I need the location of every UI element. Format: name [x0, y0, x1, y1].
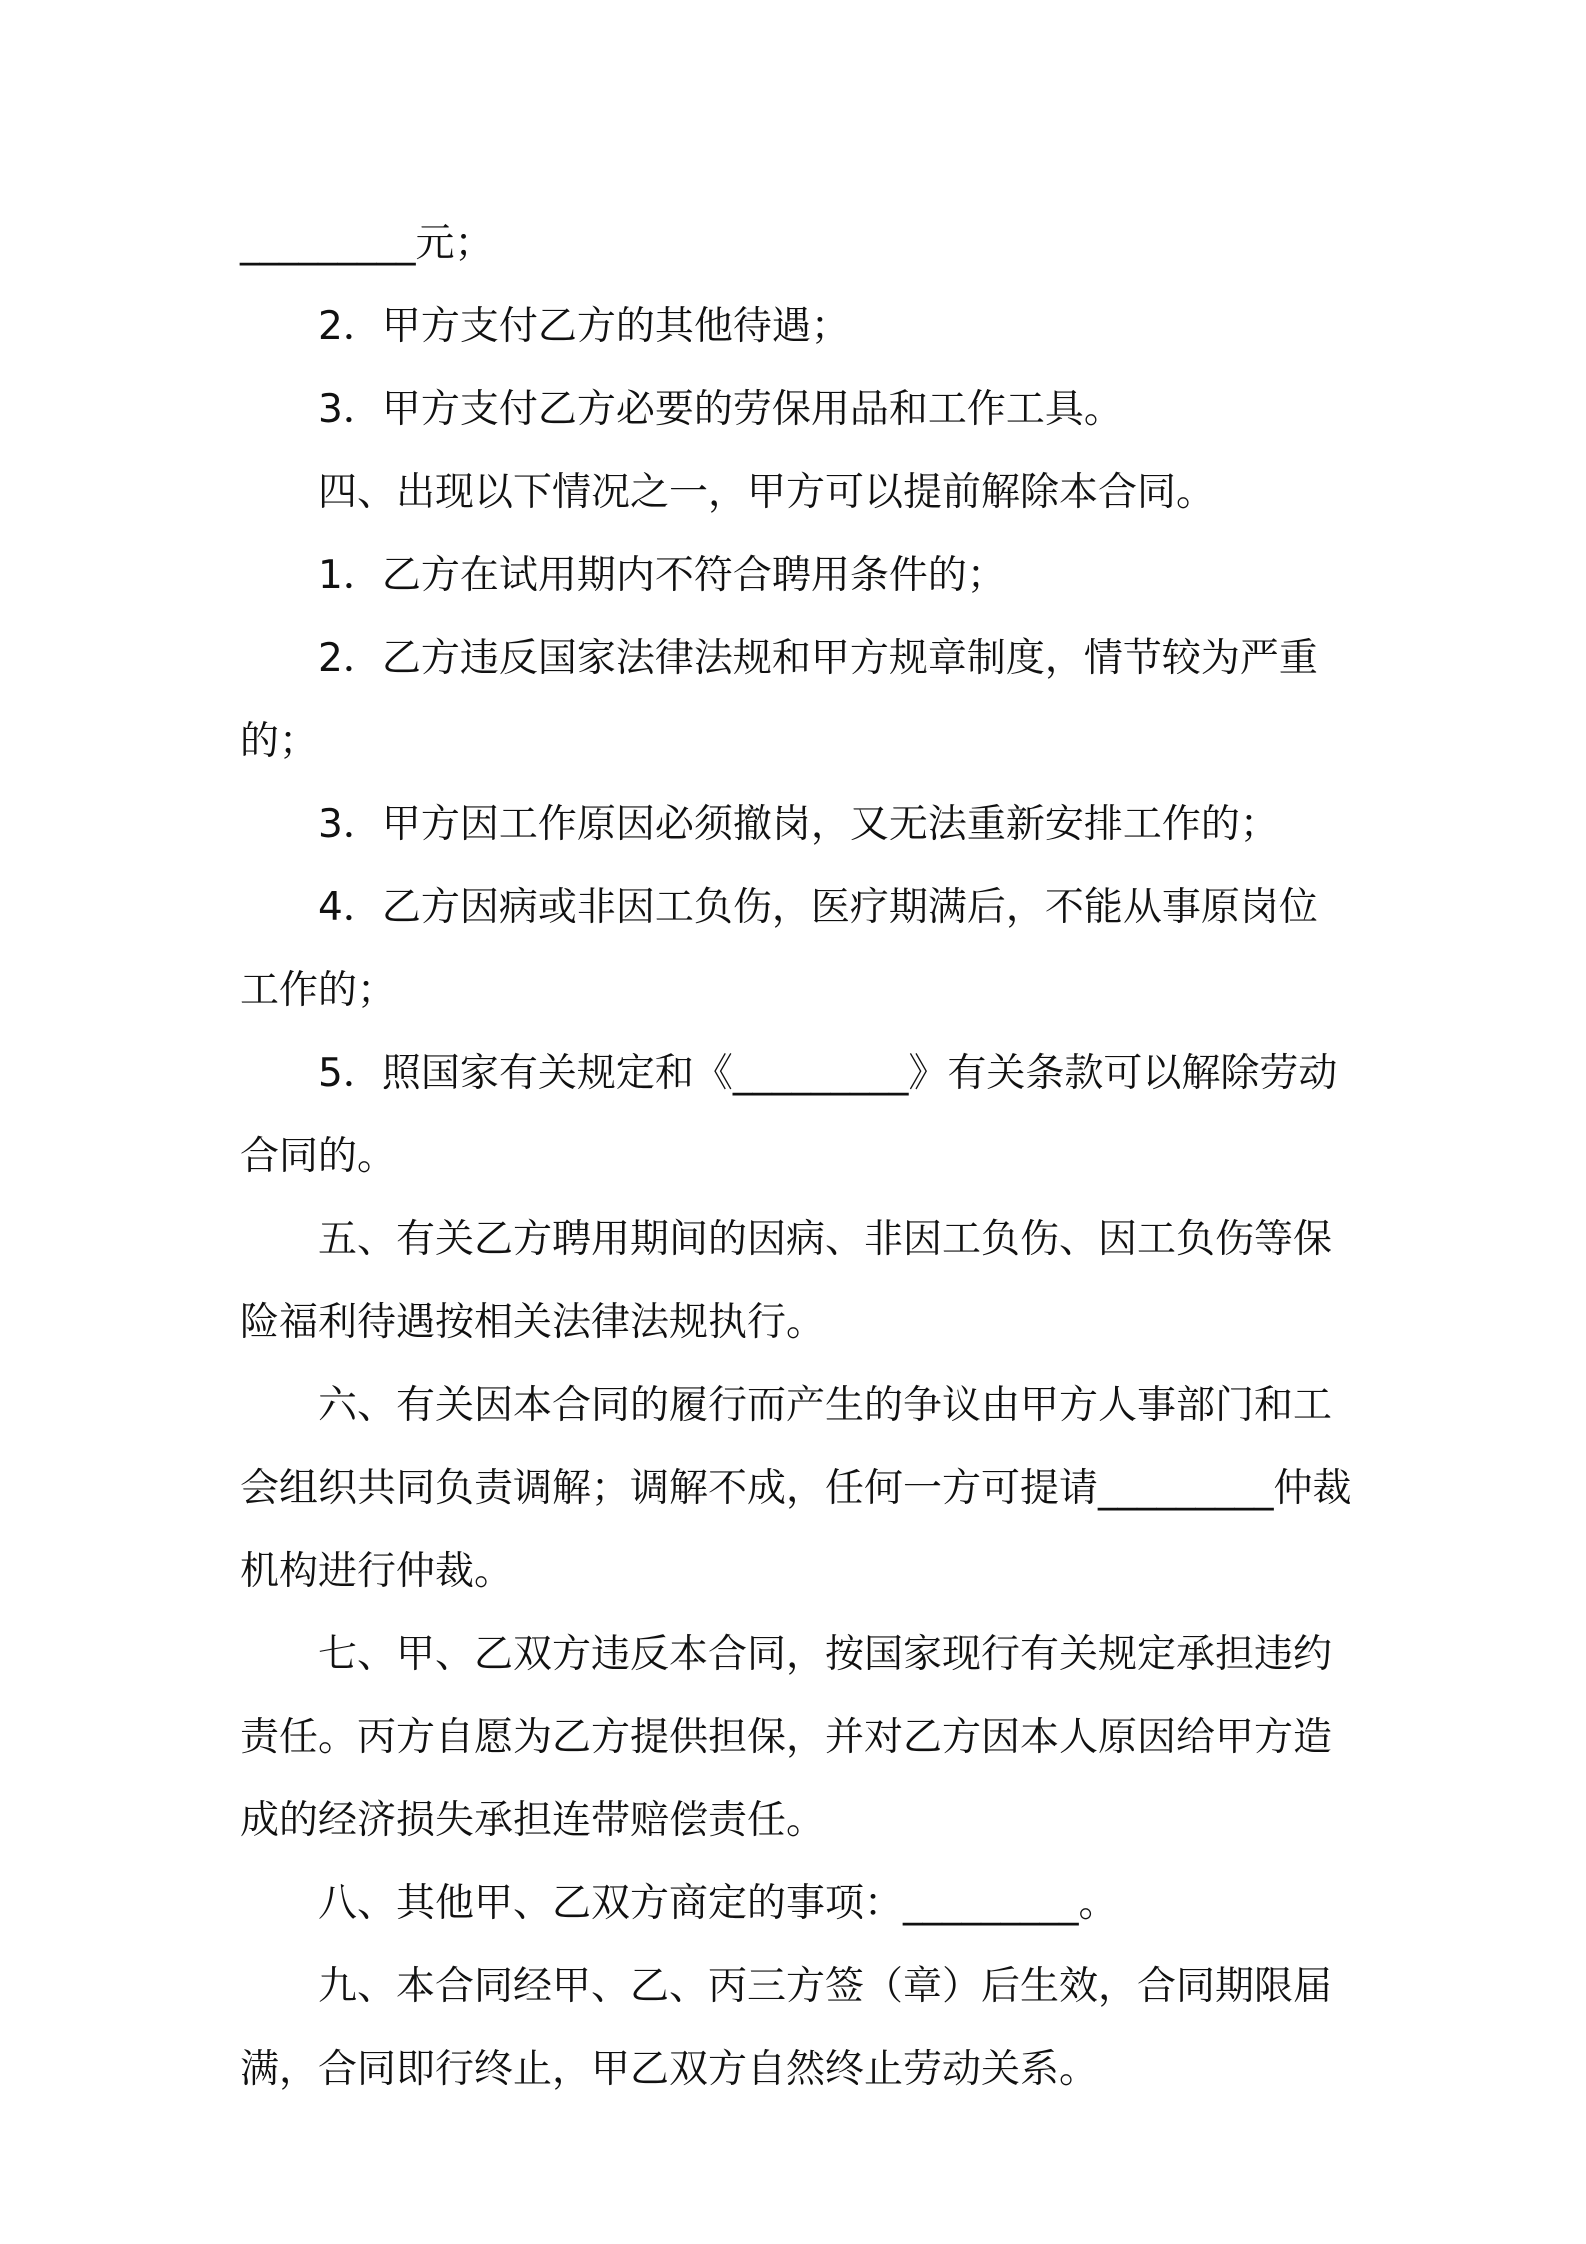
paragraph-illness: 4．乙方因病或非因工负伤，医疗期满后，不能从事原岗位工作的；: [240, 885, 1318, 1013]
section-five: 五、有关乙方聘用期间的因病、非因工负伤、因工负伤等保险福利待遇按相关法律法规执行。: [240, 1217, 1333, 1345]
paragraph-probation: 1．乙方在试用期内不符合聘用条件的；: [318, 553, 1006, 598]
section-seven: 七、甲、乙双方违反本合同，按国家现行有关规定承担违约责任。丙方自愿为乙方提供担保，并对乙方因本人原因给甲方造成的经济损失承担连带赔偿责任。: [240, 1632, 1333, 1843]
section-six: 六、有关因本合同的履行而产生的争议由甲方人事部门和工会组织共同负责调解；调解不成，任何一方可提请_________仲裁机构进行仲裁。: [240, 1383, 1352, 1594]
paragraph-position-removed: 3．甲方因工作原因必须撤岗，又无法重新安排工作的；: [318, 802, 1279, 847]
paragraph-other-benefits: 2．甲方支付乙方的其他待遇；: [318, 304, 850, 349]
paragraph-regulations: 5．照国家有关规定和《_________》有关条款可以解除劳动合同的。: [240, 1051, 1338, 1179]
section-nine: 九、本合同经甲、乙、丙三方签（章）后生效，合同期限届满，合同即行终止，甲乙双方自然终止劳动关系。: [240, 1964, 1333, 2092]
section-eight: 八、其他甲、乙双方商定的事项：_________。: [318, 1881, 1118, 1926]
contract-body: [240, 202, 1355, 2111]
section-four-heading: 四、出现以下情况之一，甲方可以提前解除本合同。: [318, 470, 1216, 515]
paragraph-protective-equipment: 3．甲方支付乙方必要的劳保用品和工作工具。: [318, 387, 1123, 432]
paragraph-violation: 2．乙方违反国家法律法规和甲方规章制度，情节较为严重的；: [240, 636, 1318, 764]
paragraph-salary-amount: _________元；: [240, 221, 494, 266]
